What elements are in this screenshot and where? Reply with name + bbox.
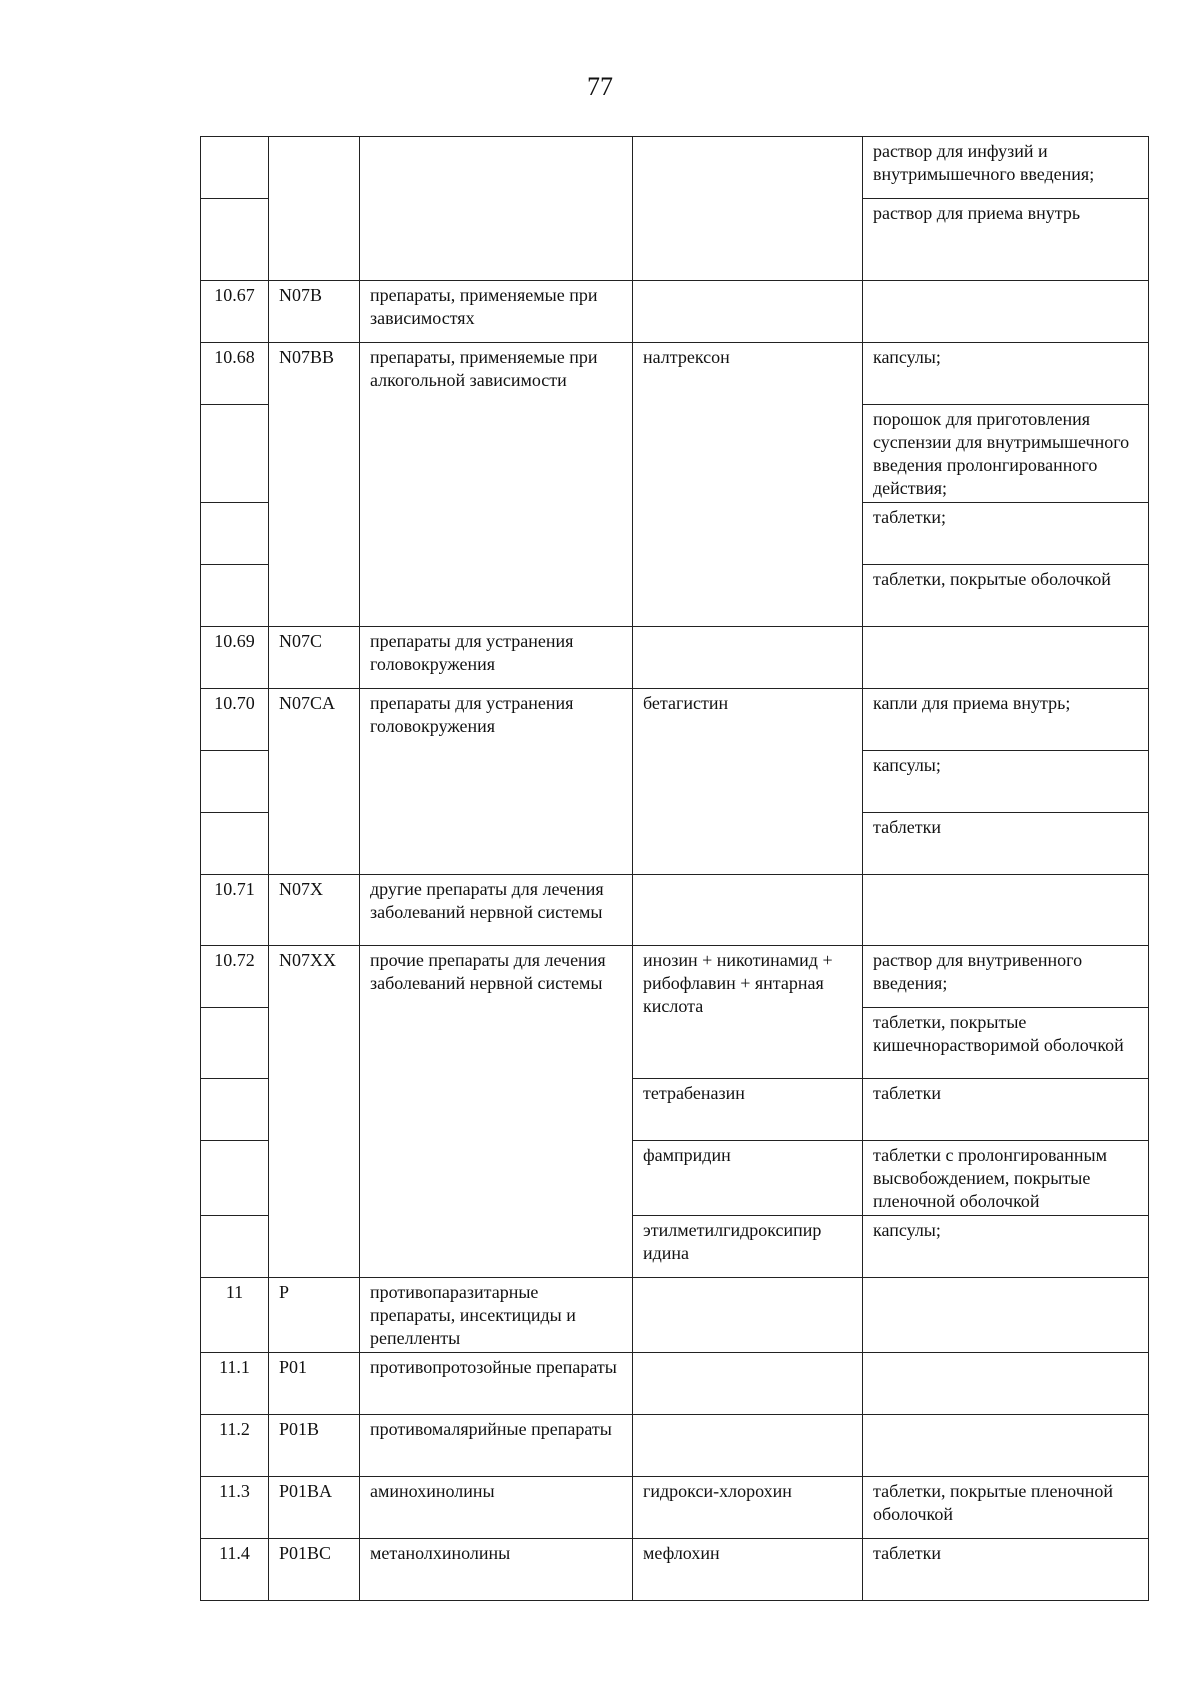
drug-name-cell: тетрабеназин: [633, 1079, 863, 1141]
row-number-cell: [201, 137, 269, 199]
table-row: [201, 281, 1149, 343]
drug-name-cell: инозин + никотинамид + рибофлавин + янтарная кислота: [633, 946, 863, 1079]
anatomical-group-cell: противопротозойные препараты: [360, 1353, 633, 1415]
dosage-form-cell: [863, 1278, 1149, 1353]
drug-name-cell: гидрокси-хлорохин: [633, 1477, 863, 1539]
table-row: [201, 627, 1149, 689]
row-number-cell: [201, 1008, 269, 1079]
row-number-cell: [201, 751, 269, 813]
row-number-cell: 10.71: [201, 875, 269, 946]
table-row: [201, 1539, 1149, 1601]
dosage-form-cell: таблетки: [863, 813, 1149, 875]
row-number-cell: 11.3: [201, 1477, 269, 1539]
dosage-form-cell: раствор для внутривенного введения;: [863, 946, 1149, 1008]
row-number-cell: 11: [201, 1278, 269, 1353]
table-row: [201, 343, 1149, 405]
dosage-form-cell: [863, 281, 1149, 343]
drug-name-cell: налтрексон: [633, 343, 863, 627]
dosage-form-cell: раствор для приема внутрь: [863, 199, 1149, 281]
anatomical-group-cell: противомалярийные препараты: [360, 1415, 633, 1477]
row-number-cell: [201, 199, 269, 281]
row-number-cell: [201, 1079, 269, 1141]
anatomical-group-cell: метанолхинолины: [360, 1539, 633, 1601]
atc-code-cell: N07X: [269, 875, 360, 946]
dosage-form-cell: капли для приема внутрь;: [863, 689, 1149, 751]
drug-name-cell: [633, 627, 863, 689]
dosage-form-cell: таблетки, покрытые кишечнорастворимой оболочкой: [863, 1008, 1149, 1079]
atc-code-cell: P01B: [269, 1415, 360, 1477]
dosage-form-cell: раствор для инфузий и внутримышечного введения;: [863, 137, 1149, 199]
anatomical-group-cell: другие препараты для лечения заболеваний нервной системы: [360, 875, 633, 946]
row-number-cell: [201, 565, 269, 627]
atc-code-cell: P01BA: [269, 1477, 360, 1539]
anatomical-group-cell: аминохинолины: [360, 1477, 633, 1539]
row-number-cell: 11.4: [201, 1539, 269, 1601]
table-row: [201, 689, 1149, 751]
row-number-cell: [201, 1216, 269, 1278]
table-row: [201, 875, 1149, 946]
drug-name-cell: [633, 137, 863, 281]
atc-code-cell: N07B: [269, 281, 360, 343]
table-row: [201, 1353, 1149, 1415]
dosage-form-cell: капсулы;: [863, 751, 1149, 813]
dosage-form-cell: таблетки: [863, 1079, 1149, 1141]
drug-name-cell: фампридин: [633, 1141, 863, 1216]
atc-code-cell: P01: [269, 1353, 360, 1415]
anatomical-group-cell: препараты для устранения головокружения: [360, 689, 633, 875]
row-number-cell: 10.72: [201, 946, 269, 1008]
dosage-form-cell: порошок для приготовления суспензии для внутримышечного введения пролонгированного действия;: [863, 405, 1149, 503]
row-number-cell: [201, 405, 269, 503]
drug-name-cell: [633, 875, 863, 946]
dosage-form-cell: [863, 1353, 1149, 1415]
dosage-form-cell: таблетки, покрытые пленочной оболочкой: [863, 1477, 1149, 1539]
anatomical-group-cell: препараты для устранения головокружения: [360, 627, 633, 689]
drug-name-cell: этилметилгидроксипир идина: [633, 1216, 863, 1278]
table-row: [201, 946, 1149, 1008]
drug-name-cell: [633, 1415, 863, 1477]
drug-name-cell: [633, 281, 863, 343]
page-number: 77: [587, 72, 613, 101]
dosage-form-cell: капсулы;: [863, 343, 1149, 405]
row-number-cell: 10.68: [201, 343, 269, 405]
drug-list-table: [200, 136, 1149, 1601]
atc-code-cell: [269, 137, 360, 281]
drug-name-cell: мефлохин: [633, 1539, 863, 1601]
anatomical-group-cell: препараты, применяемые при алкогольной зависимости: [360, 343, 633, 627]
row-number-cell: [201, 503, 269, 565]
row-number-cell: 10.69: [201, 627, 269, 689]
atc-code-cell: N07C: [269, 627, 360, 689]
row-number-cell: [201, 1141, 269, 1216]
atc-code-cell: P01BC: [269, 1539, 360, 1601]
anatomical-group-cell: противопаразитарные препараты, инсектициды и репелленты: [360, 1278, 633, 1353]
atc-code-cell: P: [269, 1278, 360, 1353]
row-number-cell: 11.1: [201, 1353, 269, 1415]
anatomical-group-cell: препараты, применяемые при зависимостях: [360, 281, 633, 343]
anatomical-group-cell: прочие препараты для лечения заболеваний нервной системы: [360, 946, 633, 1278]
table-row: [201, 1278, 1149, 1353]
dosage-form-cell: таблетки;: [863, 503, 1149, 565]
anatomical-group-cell: [360, 137, 633, 281]
dosage-form-cell: [863, 627, 1149, 689]
drug-name-cell: бетагистин: [633, 689, 863, 875]
atc-code-cell: N07XX: [269, 946, 360, 1278]
drug-name-cell: [633, 1353, 863, 1415]
table-row: [201, 1477, 1149, 1539]
table-row: [201, 1415, 1149, 1477]
dosage-form-cell: [863, 875, 1149, 946]
dosage-form-cell: таблетки, покрытые оболочкой: [863, 565, 1149, 627]
row-number-cell: 10.67: [201, 281, 269, 343]
dosage-form-cell: таблетки с пролонгированным высвобождением, покрытые пленочной оболочкой: [863, 1141, 1149, 1216]
atc-code-cell: N07BB: [269, 343, 360, 627]
dosage-form-cell: капсулы;: [863, 1216, 1149, 1278]
dosage-form-cell: [863, 1415, 1149, 1477]
table-row: [201, 137, 1149, 199]
atc-code-cell: N07CA: [269, 689, 360, 875]
row-number-cell: [201, 813, 269, 875]
row-number-cell: 10.70: [201, 689, 269, 751]
drug-name-cell: [633, 1278, 863, 1353]
dosage-form-cell: таблетки: [863, 1539, 1149, 1601]
row-number-cell: 11.2: [201, 1415, 269, 1477]
